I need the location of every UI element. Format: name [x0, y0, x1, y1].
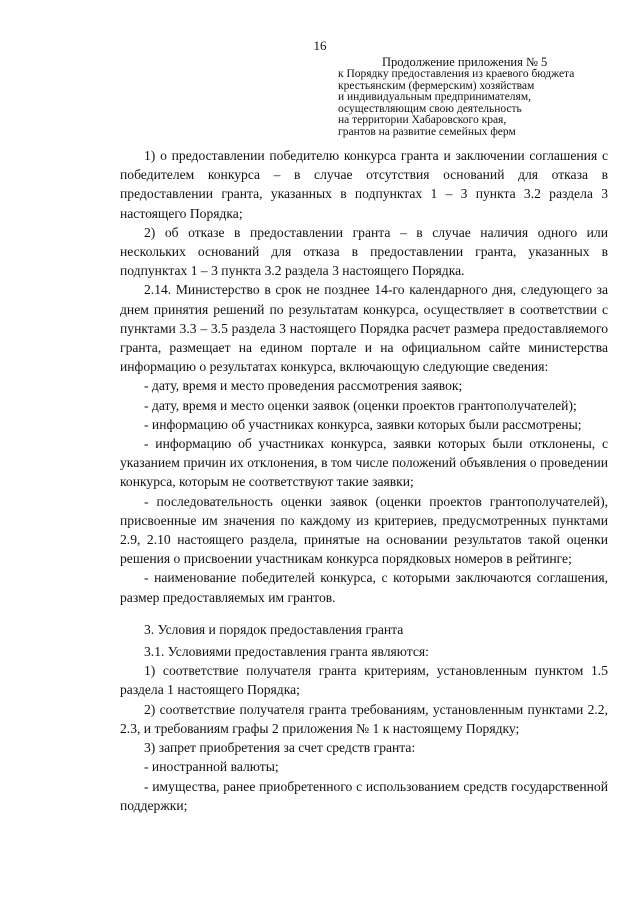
list-item: - дату, время и место проведения рассмотрения заявок;: [144, 378, 463, 394]
page-number: 16: [313, 38, 327, 53]
appendix-line: к Порядку предоставления из краевого бюджета: [338, 68, 575, 80]
appendix-line: грантов на развитие семейных ферм: [338, 125, 516, 138]
appendix-line: и индивидуальным предпринимателям,: [338, 91, 531, 104]
appendix-header: [338, 56, 634, 139]
list-item: - дату, время и место оценки заявок (оценки проектов грантополучателей);: [144, 397, 577, 413]
appendix-line: на территории Хабаровского края,: [338, 114, 507, 127]
list-item: - наименование победителей конкурса, с которыми заключаются соглашения, размер предоставляемых им грантов.: [120, 570, 608, 605]
list-item: - информацию об участниках конкурса, заявки которых были рассмотрены;: [144, 416, 582, 432]
list-item: - имущества, ранее приобретенного с использованием средств государственной поддержки;: [120, 778, 608, 813]
list-item: - последовательность оценки заявок (оценки проектов грантополучателей), присвоенные им значения по каждому из критериев, предусмотренных пунктами 2.9, 2.10 настоящего раздела, принятые на основании результатов такой оценки решения о присвоении участникам конкурса порядковых номеров в рейтинге;: [120, 493, 608, 567]
list-item: 3) запрет приобретения за счет средств гранта:: [144, 740, 416, 756]
section-heading: 3. Условия и порядок предоставления гранта: [144, 621, 404, 637]
paragraph-decision-refusal: 2) об отказе в предоставлении гранта – в случае наличия одного или нескольких оснований для отказа в предоставлении гранта, указанных в подпунктах 1 – 3 пункта 3.2 раздела 3 настоящего Порядка.: [120, 224, 608, 279]
paragraph-2-14: 2.14. Министерство в срок не позднее 14-го календарного дня, следующего за днем принятия решений по результатам конкурса, осуществляет в соответствии с пунктами 3.3 – 3.5 раздела 3 настоящего Порядка расчет размера предоставляемого гранта, размещает на едином портале и на официальном сайте министерства информацию о результатах конкурса, включающую следующие сведения:: [120, 282, 608, 375]
paragraph-3-1: 3.1. Условиями предоставления гранта являются:: [144, 644, 429, 660]
appendix-line: крестьянским (фермерским) хозяйствам: [338, 79, 535, 92]
list-item: 1) соответствие получателя гранта критериям, установленным пунктом 1.5 раздела 1 настоящего Порядка;: [120, 663, 608, 698]
paragraph-decision-grant: 1) о предоставлении победителю конкурса гранта и заключении соглашения с победителем конкурса – в случае отсутствия оснований для отказа в предоставлении гранта, указанных в подпунктах 1 – 3 пункта 3.2 раздела 3 настоящего Порядка;: [120, 148, 608, 221]
list-item: 2) соответствие получателя гранта требованиям, установленным пунктами 2.2, 2.3, и требованиям графы 2 приложения № 1 к настоящему Порядку;: [120, 701, 608, 736]
appendix-title: Продолжение приложения № 5: [382, 55, 548, 69]
appendix-line: осуществляющим свою деятельность: [338, 102, 522, 115]
list-item: - информацию об участниках конкурса, заявки которых были отклонены, с указанием причин их отклонения, в том числе положений объявления о проведении конкурса, которым не соответствуют такие заявки;: [120, 436, 608, 490]
list-item: - иностранной валюты;: [144, 759, 279, 775]
document-body: [120, 146, 608, 815]
